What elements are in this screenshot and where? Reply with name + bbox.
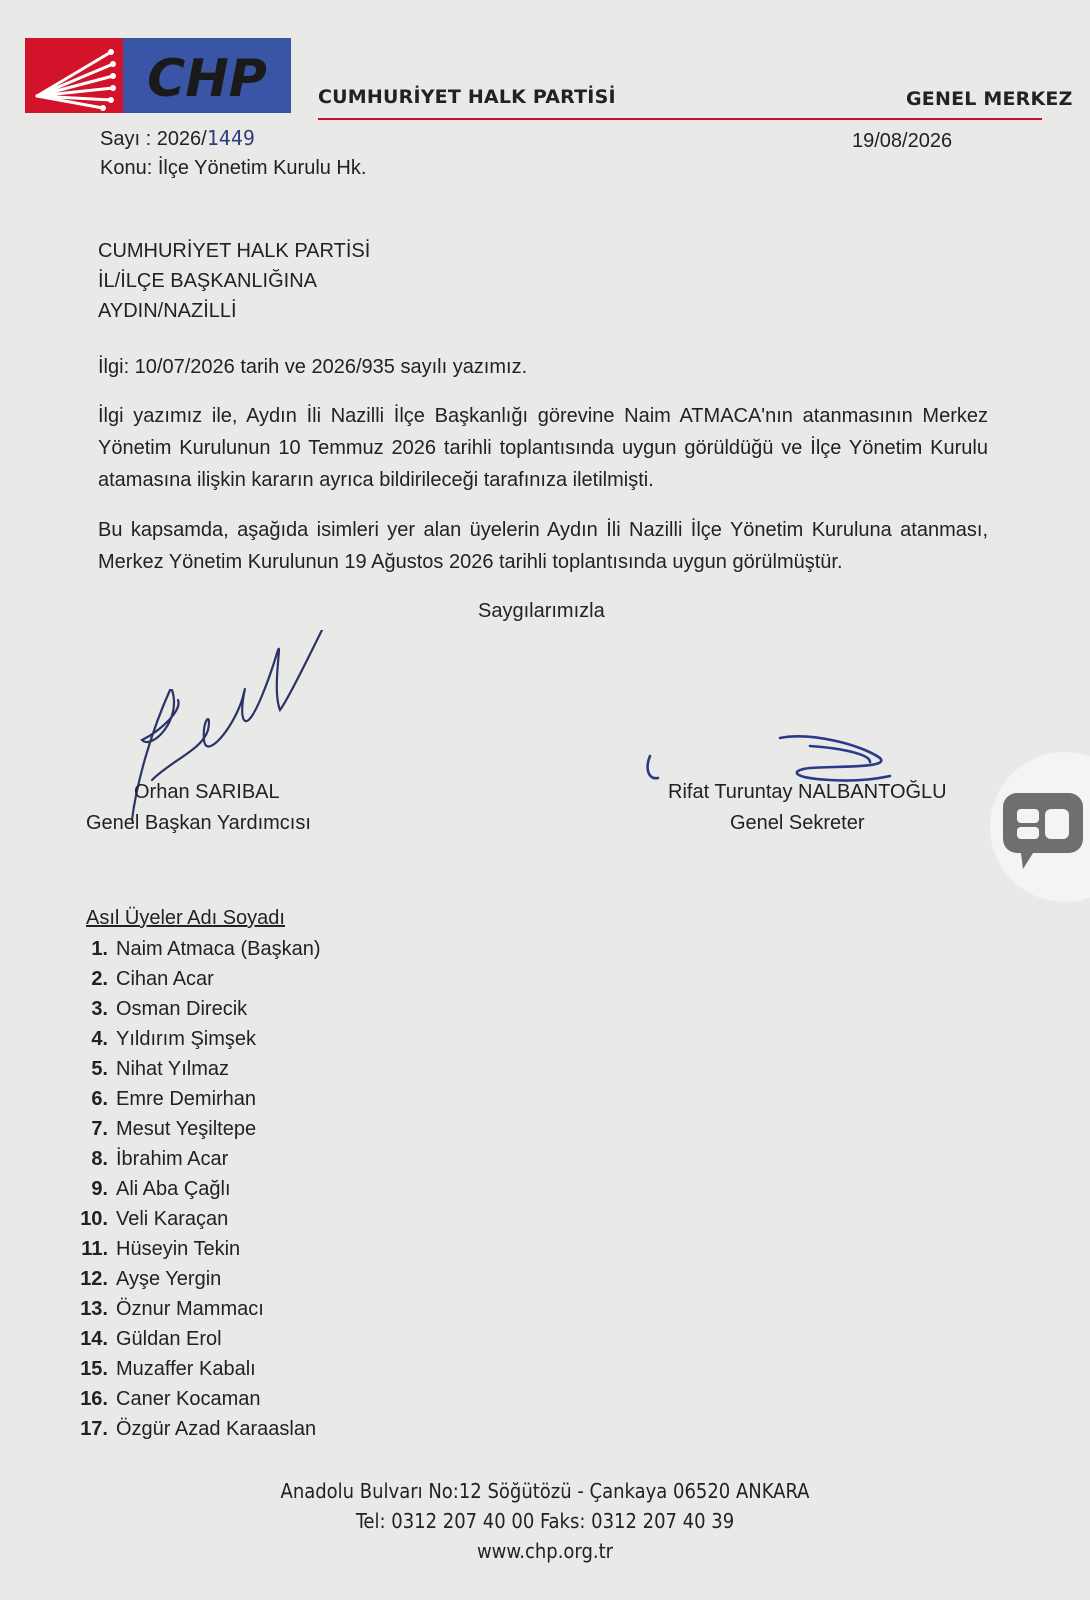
list-item: [62, 1088, 256, 1111]
logo-text: CHP: [147, 49, 267, 109]
list-item: [62, 1058, 229, 1081]
document-number-handwritten: 1449: [206, 126, 255, 150]
recipient-line-1: CUMHURİYET HALK PARTİSİ: [98, 240, 371, 262]
body-paragraph-2: Bu kapsamda, aşağıda isimleri yer alan üyelerin Aydın İli Nazilli İlçe Yönetim Kuruluna atanması, Merkez Yönetim Kurulunun 19 Ağustos 2026 tarihli toplantısında uygun görülmüştür.: [98, 519, 988, 573]
member-name: Cihan Acar: [116, 968, 214, 990]
office-name: GENEL MERKEZ: [906, 88, 1073, 110]
list-item: [62, 1148, 228, 1171]
member-number: 10.: [80, 1208, 108, 1230]
member-name: Öznur Mammacı: [116, 1298, 264, 1320]
closing-line: Saygılarımızla: [478, 600, 605, 622]
member-name: Hüseyin Tekin: [116, 1238, 241, 1260]
member-number: 14.: [80, 1328, 108, 1350]
member-name: Naim Atmaca (Başkan): [116, 938, 321, 960]
reference-line: İlgi: 10/07/2026 tarih ve 2026/935 sayılı yazımız.: [98, 356, 528, 378]
member-name: Nihat Yılmaz: [116, 1058, 230, 1080]
list-item: [62, 1208, 228, 1231]
left-signatory-name: Orhan SARIBAL: [134, 781, 280, 803]
member-name: Yıldırım Şimşek: [116, 1028, 257, 1050]
member-name: Veli Karaçan: [116, 1208, 229, 1230]
footer-website[interactable]: www.chp.org.tr: [476, 1539, 614, 1563]
list-item: [62, 1028, 256, 1051]
member-number: 13.: [80, 1298, 108, 1320]
member-number: 3.: [91, 998, 108, 1020]
chat-bubble-icon[interactable]: [1003, 793, 1083, 871]
document-date: 19/08/2026: [852, 130, 953, 152]
subject-line: Konu: İlçe Yönetim Kurulu Hk.: [100, 157, 367, 179]
list-item: [62, 1118, 256, 1141]
member-number: 2.: [91, 968, 108, 990]
member-number: 6.: [91, 1088, 108, 1110]
recipient-line-3: AYDIN/NAZİLLİ: [98, 300, 237, 322]
list-item: [62, 1328, 222, 1351]
list-item: [62, 1238, 240, 1261]
member-number: 11.: [81, 1238, 108, 1260]
member-name: Emre Demirhan: [116, 1088, 257, 1110]
member-name: Caner Kocaman: [116, 1388, 261, 1410]
member-name: Ali Aba Çağlı: [116, 1178, 231, 1200]
list-item: [62, 1388, 261, 1411]
body-paragraph-1: İlgi yazımız ile, Aydın İli Nazilli İlçe Başkanlığı görevine Naim ATMACA'nın atanmasının Merkez Yönetim Kurulunun 10 Temmuz 2026 tarihli toplantısında uygun görüldüğü ve İlçe Yönetim Kurulu atamasına ilişkin kararın ayrıca bildirileceği tarafınıza iletilmişti.: [98, 405, 988, 491]
member-number: 15.: [80, 1358, 108, 1380]
footer-address: Anadolu Bulvarı No:12 Söğütözü - Çankaya 06520 ANKARA: [280, 1479, 810, 1503]
party-name: CUMHURİYET HALK PARTİSİ: [318, 86, 616, 108]
member-number: 5.: [91, 1058, 108, 1080]
list-item: [62, 1178, 231, 1201]
right-signatory-name: Rifat Turuntay NALBANTOĞLU: [668, 781, 947, 803]
member-name: Özgür Azad Karaaslan: [116, 1418, 317, 1440]
member-number: 8.: [91, 1148, 108, 1170]
list-item: [62, 1418, 316, 1441]
list-item: [62, 1358, 256, 1381]
document-number-label: Sayı : 2026/: [100, 128, 207, 150]
right-signatory-title: Genel Sekreter: [730, 812, 865, 834]
header-rule: [318, 118, 1042, 120]
member-number: 12.: [80, 1268, 108, 1290]
member-name: Mesut Yeşiltepe: [116, 1118, 257, 1140]
list-item: [62, 1268, 221, 1291]
chp-logo: [25, 38, 291, 113]
member-number: 1.: [91, 938, 108, 960]
list-item: [62, 938, 321, 961]
list-item: [62, 998, 247, 1021]
members-title: Asıl Üyeler Adı Soyadı: [86, 907, 285, 929]
member-number: 7.: [91, 1118, 108, 1140]
member-name: İbrahim Acar: [116, 1148, 229, 1170]
document-number: [100, 126, 255, 151]
member-name: Ayşe Yergin: [116, 1268, 222, 1290]
member-number: 16.: [80, 1388, 108, 1410]
recipient-line-2: İL/İLÇE BAŞKANLIĞINA: [98, 270, 317, 292]
member-name: Muzaffer Kabalı: [116, 1358, 256, 1380]
member-number: 9.: [91, 1178, 108, 1200]
member-number: 4.: [91, 1028, 108, 1050]
member-name: Güldan Erol: [116, 1328, 222, 1350]
left-signatory-title: Genel Başkan Yardımcısı: [86, 812, 311, 834]
member-name: Osman Direcik: [116, 998, 248, 1020]
list-item: [62, 968, 214, 991]
footer-phone: Tel: 0312 207 40 00 Faks: 0312 207 40 39: [355, 1509, 735, 1533]
member-number: 17.: [80, 1418, 108, 1440]
list-item: [62, 1298, 264, 1321]
